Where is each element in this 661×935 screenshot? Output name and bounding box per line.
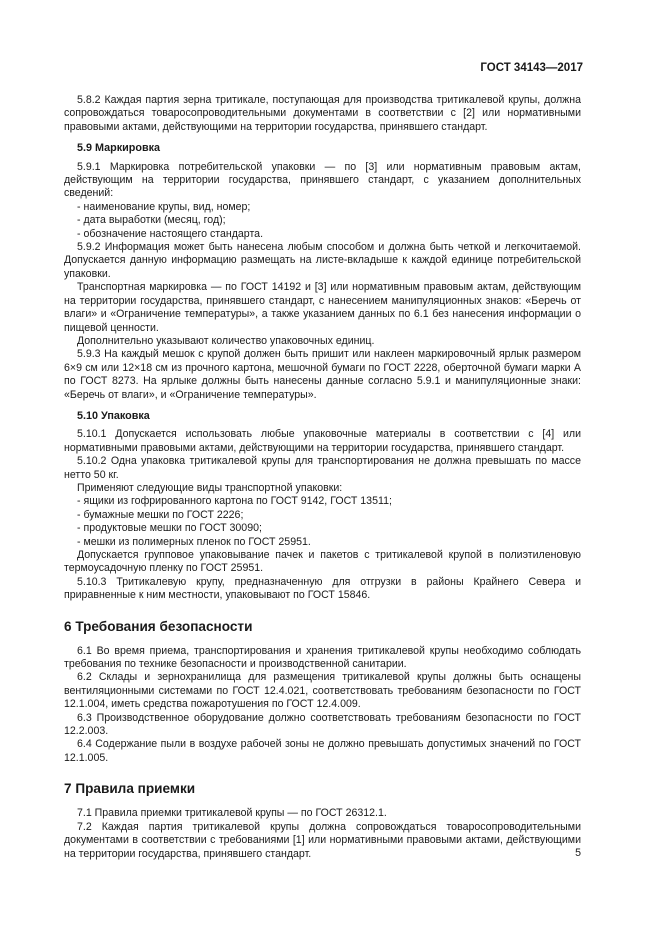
list-item: - мешки из полимерных пленок по ГОСТ 25951. [77,535,311,548]
paragraph: 5.10.3 Тритикалевую крупу, предназначенную для отгрузки в районы Крайнего Севера и приравненные к ним местности, упаковывают по ГОСТ 15846. [64,575,581,602]
list-item: - дата выработки (месяц, год); [77,214,226,227]
paragraph: 6.3 Производственное оборудование должно соответствовать требованиям безопасности по ГОСТ 12.2.003. [64,711,581,738]
section-heading: 7 Правила приемки [64,781,196,797]
list-item: - обозначение настоящего стандарта. [77,227,264,240]
paragraph: 7.1 Правила приемки тритикалевой крупы — по ГОСТ 26312.1. [77,807,387,820]
list-item: - наименование крупы, вид, номер; [77,200,251,213]
subsection-heading: 5.10 Упаковка [77,409,150,422]
paragraph: 6.2 Склады и зернохранилища для размещения тритикалевой крупы должны быть оснащены вентиляционными системами по ГОСТ 12.4.021, соответствовать требованиям безопасности по ГОСТ 12.1.004, иметь средства пожаротушения по ГОСТ 12.4.009. [64,671,581,711]
paragraph: Транспортная маркировка — по ГОСТ 14192 и [3] или нормативным правовым актам, действующим на территории государства, принявшего стандарт, с нанесением манипуляционных знаков: «Беречь от влаги» и «Ограничение температуры», а также указанием данных по 6.1 без нанесения информации о пищевой ценности. [64,281,581,334]
paragraph: 5.9.2 Информация может быть нанесена любым способом и должна быть четкой и легкочитаемой. Допускается данную информацию размещать на листе-вкладыше к каждой единице потребительской упаковки. [64,241,581,280]
paragraph: Дополнительно указывают количество упаковочных единиц. [77,334,375,347]
document-body [64,94,581,861]
list-item: - ящики из гофрированного картона по ГОСТ 9142, ГОСТ 13511; [77,495,392,508]
list-item: - бумажные мешки по ГОСТ 2226; [77,508,244,521]
list-item: - продуктовые мешки по ГОСТ 30090; [77,522,262,535]
paragraph: Применяют следующие виды транспортной упаковки: [77,481,343,494]
paragraph: 7.2 Каждая партия тритикалевой крупы должна сопровождаться товаросопроводительными документами в соответствии с требованиями [1] или нормативными правовыми актами, действующими на территории государства, принявшего стандарт. [64,820,581,860]
subsection-heading: 5.9 Маркировка [77,142,161,155]
paragraph: 5.10.2 Одна упаковка тритикалевой крупы для транспортирования не должна превышать по массе нетто 50 кг. [64,455,581,481]
paragraph: Допускается групповое упаковывание пачек и пакетов с тритикалевой крупой в полиэтиленовую термоусадочную пленку по ГОСТ 25951. [64,549,581,575]
section-heading: 6 Требования безопасности [64,618,253,634]
paragraph: 5.8.2 Каждая партия зерна тритикале, поступающая для производства тритикалевой крупы, должна сопровождаться товаросопроводительными документами в соответствии с [2] или нормативными правовыми актами, действующими на территории государства, принявшего стандарт. [64,94,581,133]
paragraph: 5.10.1 Допускается использовать любые упаковочные материалы в соответствии с [4] или нормативными правовыми актами, действующими на территории государства, принявшего стандарт. [64,428,581,454]
paragraph: 5.9.3 На каждый мешок с крупой должен быть пришит или наклеен маркировочный ярлык размером 6×9 см или 12×18 см из прочного картона, мешочной бумаги по ГОСТ 2228, оберточной бумаги марки А по ГОСТ 8273. На ярлыке должны быть нанесены данные согласно 5.9.1 и манипуляционные знаки: «Беречь от влаги», и «Ограничение температуры». [64,348,581,401]
page-number: 5 [575,847,581,859]
paragraph: 5.9.1 Маркировка потребительской упаковки — по [3] или нормативным правовым актам, действующим на территории государства, принявшего стандарт, с указанием дополнительных сведений: [64,160,581,200]
document-header-id: ГОСТ 34143—2017 [480,62,583,74]
paragraph: 6.1 Во время приема, транспортирования и хранения тритикалевой крупы необходимо соблюдать требования по технике безопасности и производственной санитарии. [64,644,581,671]
paragraph: 6.4 Содержание пыли в воздухе рабочей зоны не должно превышать допустимых значений по ГОСТ 12.1.005. [64,738,581,764]
